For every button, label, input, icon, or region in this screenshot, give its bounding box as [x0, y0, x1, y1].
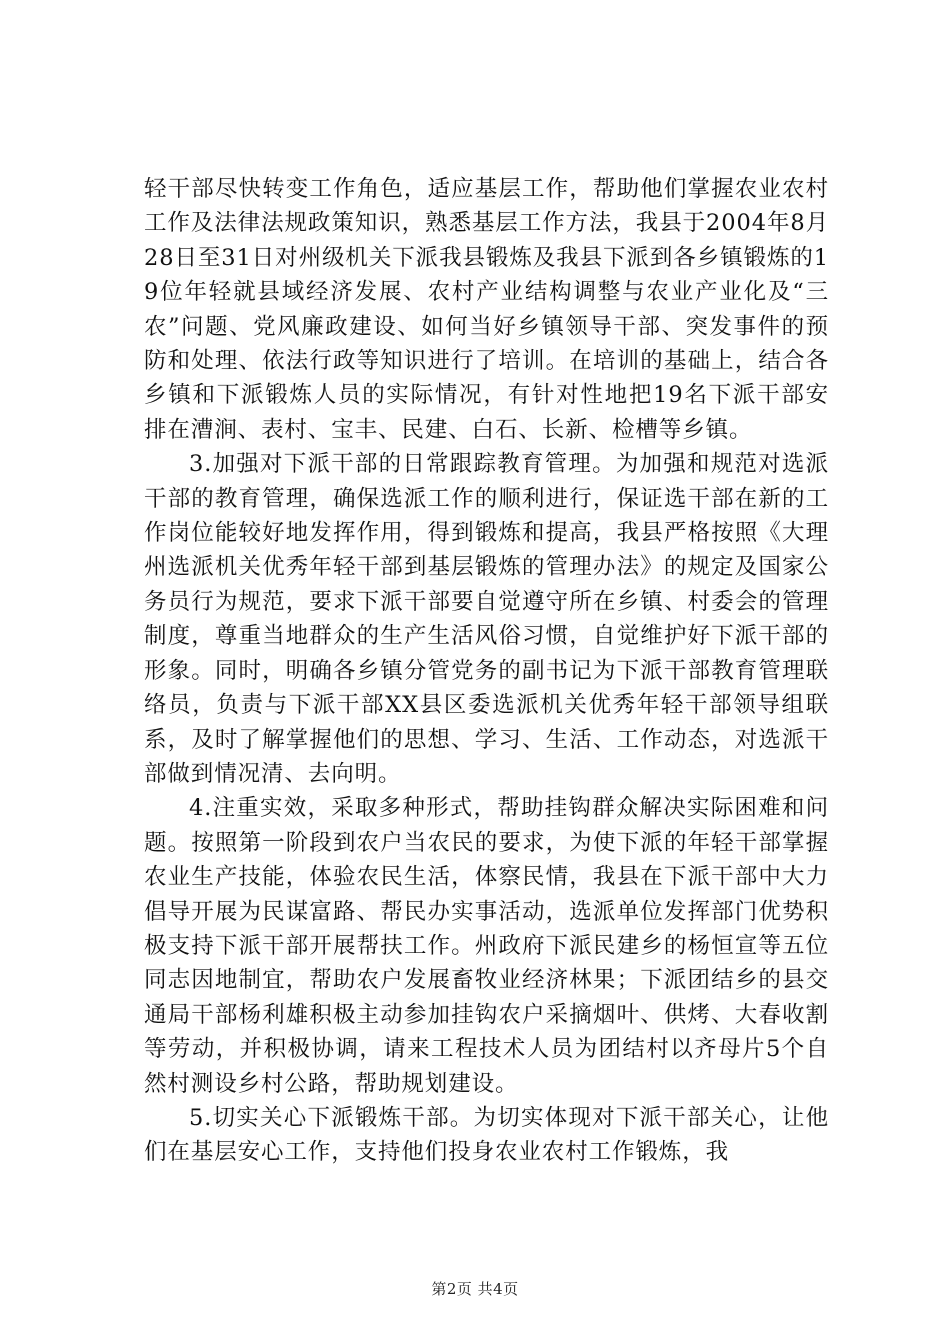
document-body — [144, 172, 829, 1170]
paragraph-1: 轻干部尽快转变工作角色，适应基层工作，帮助他们掌握农业农村工作及法律法规政策知识，熟悉基层工作方法，我县于2004年8月28日至31日对州级机关下派我县锻炼及我县下派到各乡镇锻炼的19位年轻就县域经济发展、农村产业结构调整与农业产业化及“三农”问题、党风廉政建设、如何当好乡镇领导干部、突发事件的预防和处理、依法行政等知识进行了培训。在培训的基础上，结合各乡镇和下派锻炼人员的实际情况，有针对性地把19名下派干部安排在漕涧、表村、宝丰、民建、白石、长新、检槽等乡镇。 — [144, 176, 829, 443]
paragraph-2: 3.加强对下派干部的日常跟踪教育管理。为加强和规范对选派干部的教育管理，确保选派工作的顺利进行，保证选干部在新的工作岗位能较好地发挥作用，得到锻炼和提高，我县严格按照《大理州选派机关优秀年轻干部到基层锻炼的管理办法》的规定及国家公务员行为规范，要求下派干部要自觉遵守所在乡镇、村委会的管理制度，尊重当地群众的生产生活风俗习惯，自觉维护好下派干部的形象。同时，明确各乡镇分管党务的副书记为下派干部教育管理联络员，负责与下派干部XX县区委选派机关优秀年轻干部领导组联系，及时了解掌握他们的思想、学习、生活、工作动态，对选派干部做到情况清、去向明。 — [144, 451, 829, 787]
paragraph-3: 4.注重实效，采取多种形式，帮助挂钩群众解决实际困难和问题。按照第一阶段到农户当农民的要求，为使下派的年轻干部掌握农业生产技能，体验农民生活，体察民情，我县在下派干部中大力倡导开展为民谋富路、帮民办实事活动，选派单位发挥部门优势积极支持下派干部开展帮扶工作。州政府下派民建乡的杨恒宣等五位同志因地制宜，帮助农户发展畜牧业经济林果；下派团结乡的县交通局干部杨利雄积极主动参加挂钩农户采摘烟叶、供烤、大春收割等劳动，并积极协调，请来工程技术人员为团结村以齐母片5个自然村测设乡村公路，帮助规划建设。 — [144, 795, 829, 1097]
page-footer: 第2页 共4页 — [431, 1280, 519, 1298]
paragraph-4: 5.切实关心下派锻炼干部。为切实体现对下派干部关心，让他们在基层安心工作，支持他们投身农业农村工作锻炼，我 — [144, 1104, 829, 1166]
